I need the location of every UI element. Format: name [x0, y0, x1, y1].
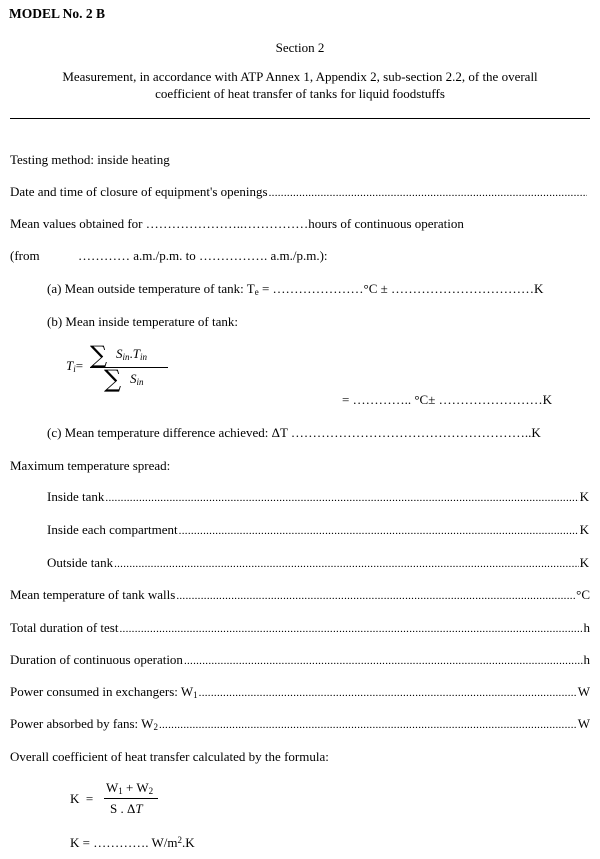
header-divider — [10, 118, 590, 119]
wall-temp-unit: °C — [576, 587, 590, 602]
mean-temp-difference: (c) Mean temperature difference achieved: ΔT ………………………………………………..K — [47, 425, 541, 440]
ti-numerator: $S_{in}.T_{in}$ — [116, 346, 148, 362]
k-numerator: $W_1 + W_2$ — [106, 780, 154, 796]
continuous-operation-label: Duration of continuous operation — [10, 652, 183, 667]
power-fans-label: Power absorbed by fans: $W_2$ — [10, 716, 158, 732]
mean-inside-temp-label: (b) Mean inside temperature of tank: — [47, 314, 238, 329]
inside-tank-unit: K — [579, 489, 589, 504]
power-exchangers-dots — [199, 687, 577, 699]
continuous-operation-line — [10, 652, 590, 668]
subtitle-line-1: Measurement, in accordance with ATP Annex 1, Appendix 2, sub-section 2.2, of the overall — [62, 69, 538, 84]
inside-compartment-line — [47, 522, 589, 538]
inside-compartment-unit: K — [579, 522, 589, 537]
power-exchangers-line — [10, 684, 590, 700]
power-fans-line — [10, 716, 590, 732]
total-duration-line — [10, 620, 590, 636]
outside-tank-label: Outside tank — [47, 555, 114, 570]
total-duration-label: Total duration of test — [10, 620, 119, 635]
from-label: (from — [10, 248, 40, 263]
inside-tank-dots — [105, 492, 578, 504]
wall-temp-dots — [176, 590, 575, 602]
mean-outside-temp: (a) Mean outside temperature of tank: $T_e$ = …………………°C ± ……………………………K — [47, 281, 544, 297]
power-fans-unit: W — [577, 716, 590, 731]
power-exchangers-label: Power consumed in exchangers: $W_1$ — [10, 684, 198, 700]
k-fraction-bar — [104, 798, 158, 799]
overall-formula-intro: Overall coefficient of heat transfer calculated by the formula: — [10, 749, 329, 764]
inside-compartment-dots — [179, 525, 579, 537]
outside-tank-unit: K — [579, 555, 589, 570]
continuous-operation-unit: h — [583, 652, 590, 667]
from-range: ………… a.m./p.m. to ……………. a.m./p.m.): — [78, 248, 328, 263]
total-duration-unit: h — [583, 620, 590, 635]
wall-temp-line — [10, 587, 590, 603]
outside-tank-dots — [114, 558, 579, 570]
power-exchangers-unit: W — [577, 684, 590, 699]
subtitle-line-2: coefficient of heat transfer of tanks for liquid foodstuffs — [155, 86, 445, 101]
max-temp-spread: Maximum temperature spread: — [10, 458, 171, 473]
testing-method: Testing method: inside heating — [10, 152, 170, 167]
date-time-dots — [269, 187, 587, 199]
sigma-numerator: ∑ — [90, 341, 108, 369]
wall-temp-label: Mean temperature of tank walls — [10, 587, 176, 602]
mean-values-line: Mean values obtained for …………………..……………hours of continuous operation — [10, 216, 464, 231]
k-denominator: S . ΔT — [110, 801, 143, 816]
power-fans-dots — [159, 719, 577, 731]
date-time-label: Date and time of closure of equipment's openings — [10, 184, 268, 199]
inside-tank-label: Inside tank — [47, 489, 105, 504]
ti-fraction-bar — [90, 367, 168, 368]
inside-tank-line — [47, 489, 589, 505]
continuous-operation-dots — [184, 655, 583, 667]
section-title: Section 2 — [275, 40, 325, 55]
ti-denominator: $S_{in}$ — [130, 371, 144, 387]
sigma-denominator: ∑ — [104, 365, 122, 393]
ti-lhs: $T_i=$ — [66, 358, 84, 374]
outside-tank-line — [47, 555, 589, 571]
k-result: K = …………. $W/m^2.K$ — [70, 835, 195, 850]
mean-inside-temp-value: = ………….. °C± ……………………K — [342, 392, 552, 407]
total-duration-dots — [119, 623, 582, 635]
inside-compartment-label: Inside each compartment — [47, 522, 178, 537]
date-time-line — [10, 184, 588, 200]
k-lhs: K = — [70, 791, 94, 806]
model-number: MODEL No. 2 B — [9, 6, 106, 21]
